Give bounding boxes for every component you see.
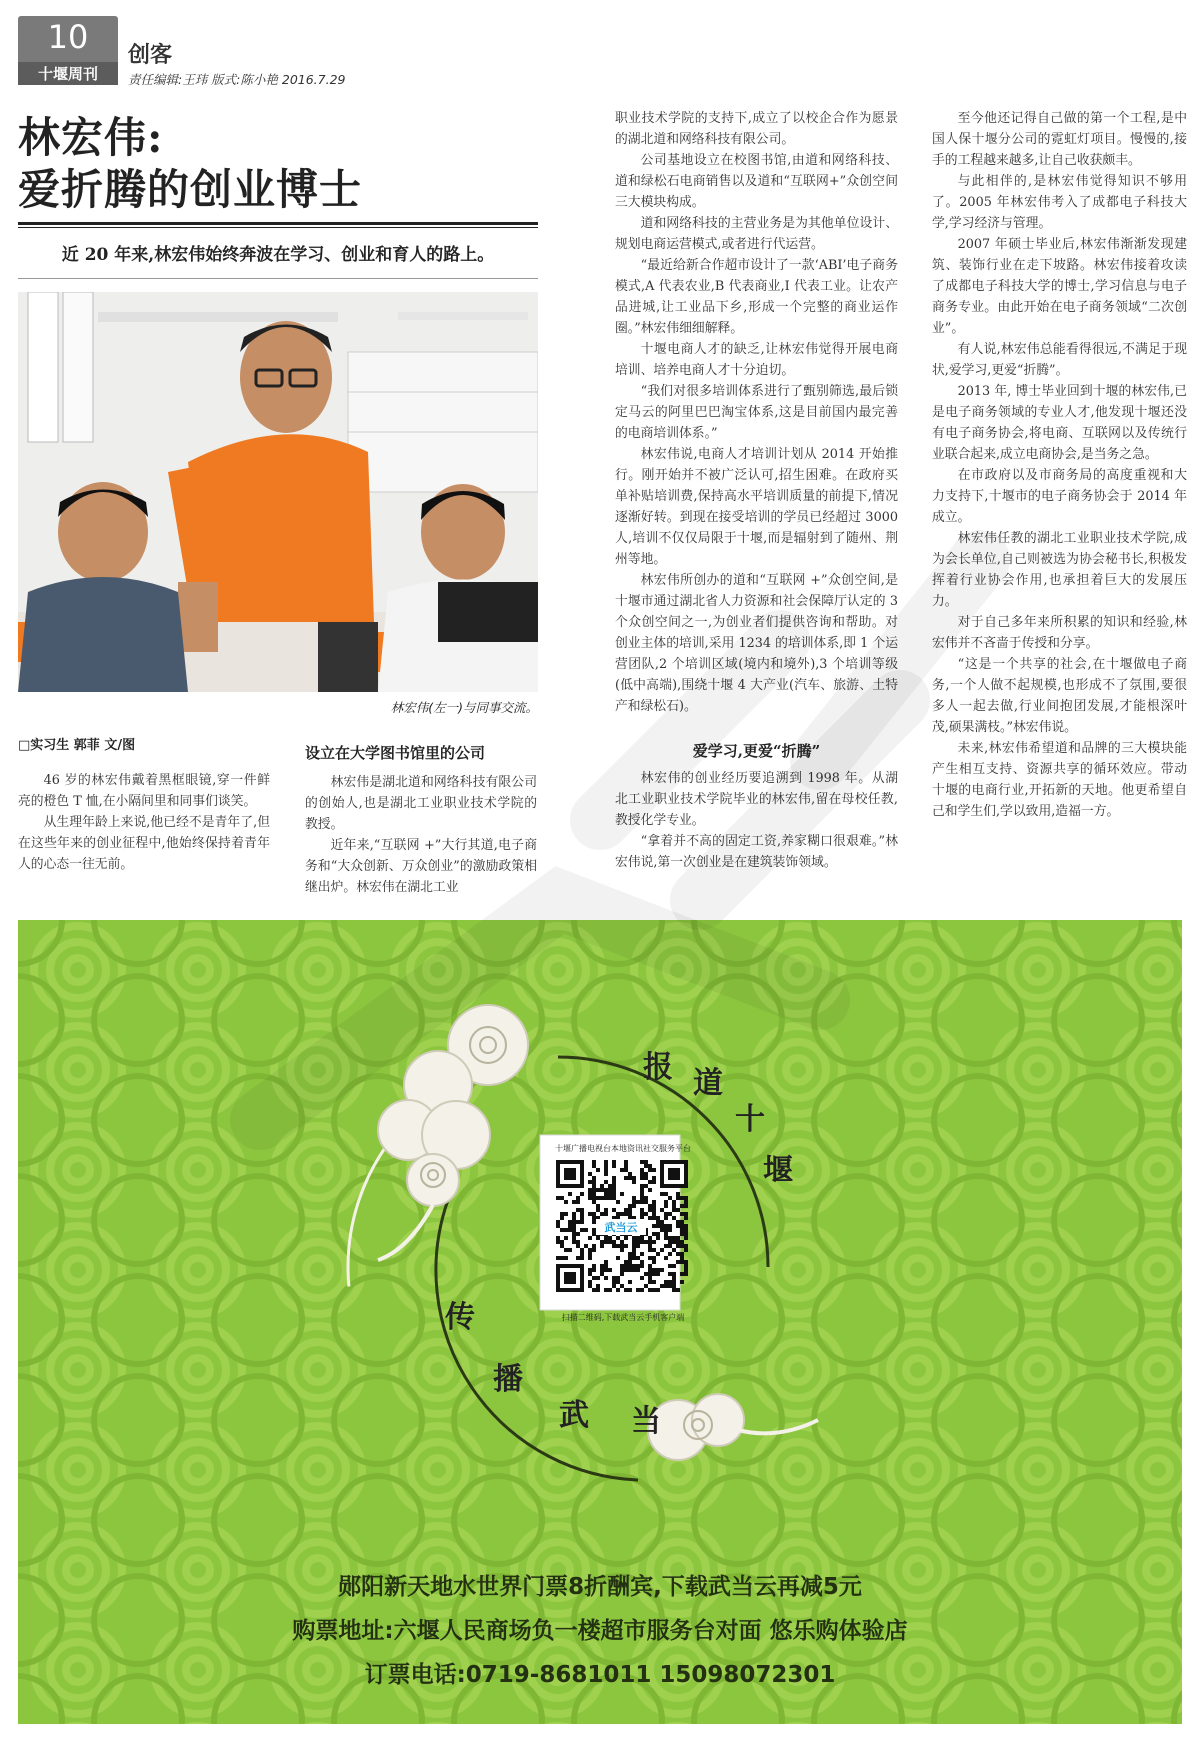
orbit-char: 十 bbox=[735, 1102, 765, 1137]
article-photo bbox=[18, 292, 538, 692]
article-column-4 bbox=[932, 108, 1187, 822]
paragraph: 道和网络科技的主营业务是为其他单位设计、规划电商运营模式,或者进行代运营。 bbox=[615, 216, 898, 252]
paragraph: 公司基地设立在校图书馆,由道和网络科技、道和绿松石电商销售以及道和“互联网+”众创空间三大模块构成。 bbox=[615, 153, 898, 210]
paragraph: 46 岁的林宏伟戴着黑框眼镜,穿一件鲜亮的橙色 T 恤,在小隔间里和同事们谈笑。 bbox=[18, 773, 270, 809]
orbit-char: 武 bbox=[559, 1398, 589, 1433]
paragraph: 近年来,“互联网 +”大行其道,电子商务和“大众创新、万众创业”的激励政策相继出炉。林宏伟在湖北工业 bbox=[305, 838, 537, 895]
paragraph: 从生理年龄上来说,他已经不是青年了,但在这些年来的创业征程中,他始终保持着青年人的心态一往无前。 bbox=[18, 815, 270, 872]
page-number: 10 bbox=[47, 18, 89, 56]
headline-line-1: 林宏伟: bbox=[18, 113, 164, 162]
paragraph: 未来,林宏伟希望道和品牌的三大模块能产生相互支持、资源共享的循环效应。带动十堰的电商行业,开拓新的天地。他更希望自己和学生们,学以致用,造福一方。 bbox=[932, 741, 1187, 819]
paragraph: 林宏伟是湖北道和网络科技有限公司的创始人,也是湖北工业职业技术学院的教授。 bbox=[305, 775, 537, 832]
paragraph: 2007 年硕士毕业后,林宏伟渐渐发现建筑、装饰行业在走下坡路。林宏伟接着攻读了成都电子科技大学的博士,学习信息与电子商务专业。由此开始在电子商务领域“二次创业”。 bbox=[932, 237, 1187, 336]
paragraph: 2013 年, 博士毕业回到十堰的林宏伟,已是电子商务领域的专业人才,他发现十堰还没有电子商务协会,将电商、互联网以及传统行业联合起来,成立电商协会,是当务之急。 bbox=[932, 384, 1187, 462]
orbit-char: 堰 bbox=[763, 1153, 793, 1188]
deck-rule bbox=[18, 278, 538, 279]
orbit-char: 当 bbox=[631, 1404, 661, 1439]
paragraph: 林宏伟任教的湖北工业职业技术学院,成为会长单位,自己则被选为协会秘书长,积极发挥着行业协会作用,也承担着巨大的发展压力。 bbox=[932, 531, 1187, 609]
paragraph: “最近给新合作超市设计了一款‘ABI’电子商务模式,A 代表农业,B 代表商业,I 代表工业。让农产品进城,让工业品下乡,形成一个完整的商业运作圈。”林宏伟细细解释。 bbox=[615, 258, 898, 336]
article-column-3 bbox=[615, 108, 898, 717]
orbit-char: 传 bbox=[445, 1300, 475, 1335]
subheading-love-learning: 爱学习,更爱“折腾” bbox=[692, 742, 821, 760]
paragraph: “拿着并不高的固定工资,养家糊口很艰难。”林宏伟说,第一次创业是在建筑装饰领域。 bbox=[615, 834, 898, 870]
section-title: 创客 bbox=[128, 42, 173, 68]
editor-credits: 责任编辑:王玮 版式:陈小艳 2016.7.29 bbox=[128, 72, 346, 87]
subheading-library-company: 设立在大学图书馆里的公司 bbox=[305, 744, 486, 762]
byline: □实习生 郭菲 文/图 bbox=[18, 738, 136, 753]
paragraph: 林宏伟所创办的道和“互联网 +”众创空间,是十堰市通过湖北省人力资源和社会保障厅认定的 3 个众创空间之一,为创业者们提供咨询和帮助。对创业主体的培训,采用 1234 的培训体系,即 1 个运营团队,2 个培训区域(境内和境外),3 个培训等级(低中高端),围绕十堰 4 大产业(汽车、旅游、土特产和绿松石)。 bbox=[615, 573, 898, 714]
article-column-2 bbox=[305, 772, 537, 898]
headline-rule-thin bbox=[18, 227, 538, 228]
paragraph: 至今他还记得自己做的第一个工程,是中国人保十堰分公司的霓虹灯项目。慢慢的,接手的工程越来越多,让自己收获颇丰。 bbox=[932, 111, 1187, 168]
paragraph: “这是一个共享的社会,在十堰做电子商务,一个人做不起规模,也形成不了氛围,要很多人一起去做,行业间抱团发展,才能根深叶茂,硕果满枝。”林宏伟说。 bbox=[932, 657, 1187, 735]
paragraph: 职业技术学院的支持下,成立了以校企合作为愿景的湖北道和网络科技有限公司。 bbox=[615, 111, 898, 147]
article-column-3-lower bbox=[615, 768, 898, 873]
orbit-char: 报 bbox=[643, 1050, 673, 1085]
orbit-char: 播 bbox=[493, 1362, 523, 1397]
photo-illustration bbox=[18, 292, 538, 692]
ad-promo-text: 郧阳新天地水世界门票8折酬宾,下载武当云再减5元 bbox=[338, 1574, 862, 1600]
publication-name: 十堰周刊 bbox=[18, 62, 118, 85]
paragraph: 有人说,林宏伟总能看得很远,不满足于现状,爱学习,更爱“折腾”。 bbox=[932, 342, 1187, 378]
ad-phone-text: 订票电话:0719-8681011 15098072301 bbox=[364, 1662, 836, 1688]
qr-logo: 武当云 bbox=[596, 1219, 646, 1235]
paragraph: 在市政府以及市商务局的高度重视和大力支持下,十堰市的电子商务协会于 2014 年成立。 bbox=[932, 468, 1187, 525]
headline-rule bbox=[18, 222, 538, 225]
deck-text: 近 20 年来,林宏伟始终奔波在学习、创业和育人的路上。 bbox=[61, 245, 495, 265]
paragraph: 对于自己多年来所积累的知识和经验,林宏伟并不吝啬于传授和分享。 bbox=[932, 615, 1187, 651]
paragraph: 十堰电商人才的缺乏,让林宏伟觉得开展电商培训、培养电商人才十分迫切。 bbox=[615, 342, 898, 378]
ad-address-text: 购票地址:六堰人民商场负一楼超市服务台对面 悠乐购体验店 bbox=[292, 1618, 908, 1644]
headline-line-2: 爱折腾的创业博士 bbox=[18, 165, 363, 214]
paragraph: 林宏伟说,电商人才培训计划从 2014 开始推行。刚开始并不被广泛认可,招生困难。在政府买单补贴培训费,保持高水平培训质量的前提下,情况逐渐好转。到现在接受培训的学员已经超过 3000 人,培训不仅仅局限于十堰,而是辐射到了随州、荆州等地。 bbox=[615, 447, 898, 567]
qr-title: 十堰广播电视台本地资讯社交服务平台 bbox=[555, 1144, 691, 1153]
orbit-char: 道 bbox=[693, 1066, 723, 1101]
qr-caption: 扫描二维码,下载武当云手机客户端 bbox=[561, 1313, 685, 1322]
paragraph: “我们对很多培训体系进行了甄别筛选,最后锁定马云的阿里巴巴淘宝体系,这是目前国内最完善的电商培训体系。” bbox=[615, 384, 898, 441]
paragraph: 与此相伴的,是林宏伟觉得知识不够用了。2005 年林宏伟考入了成都电子科技大学,学习经济与管理。 bbox=[932, 174, 1187, 231]
paragraph: 林宏伟的创业经历要追溯到 1998 年。从湖北工业职业技术学院毕业的林宏伟,留在母校任教,教授化学专业。 bbox=[615, 771, 898, 828]
photo-caption: 林宏伟(左一)与同事交流。 bbox=[390, 700, 538, 715]
headline bbox=[18, 112, 362, 216]
article-column-1 bbox=[18, 770, 270, 875]
